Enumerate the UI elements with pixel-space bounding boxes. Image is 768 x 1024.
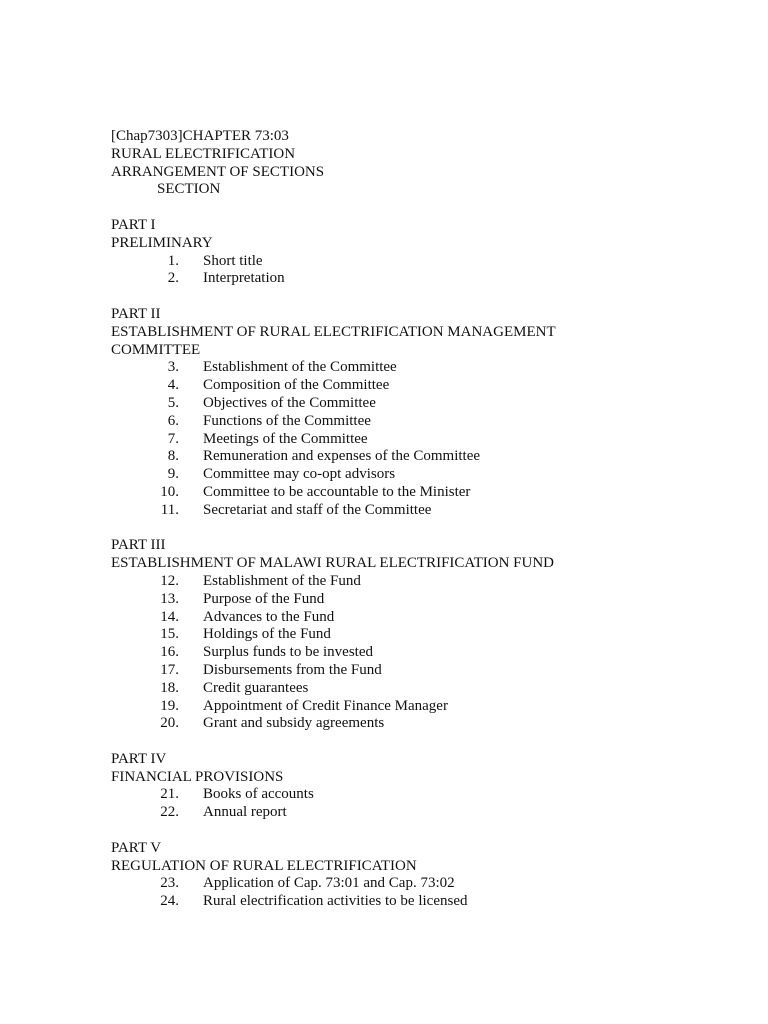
section-number: 21. [160,786,179,803]
section-title: Appointment of Credit Finance Manager [203,697,448,714]
section-number: 9. [167,466,179,483]
section-number: 17. [160,661,179,678]
section-number: 4. [167,377,179,394]
part-heading: REGULATION OF RURAL ELECTRIFICATION [111,857,417,874]
section-title: Rural electrification activities to be licensed [203,893,468,910]
arrangement-heading: ARRANGEMENT OF SECTIONS [111,163,325,180]
part-block [111,217,731,288]
part-label: PART IV [111,750,167,767]
section-title: Meetings of the Committee [203,430,368,447]
part-label: PART I [111,216,156,233]
part-heading: ESTABLISHMENT OF MALAWI RURAL ELECTRIFICATION FUND [111,555,555,572]
section-number: 20. [160,715,179,732]
section-entry [111,431,731,449]
section-title: Grant and subsidy agreements [203,715,385,732]
section-number: 24. [160,893,179,910]
section-entry [111,644,731,662]
section-entry [111,609,731,627]
part-label: PART V [111,839,162,856]
section-entry [111,359,731,377]
section-number: 8. [167,448,179,465]
act-title: RURAL ELECTRIFICATION [111,145,296,162]
section-number: 23. [160,875,179,892]
section-entry [111,662,731,680]
section-title: Credit guarantees [203,679,309,696]
section-title: Committee may co-opt advisors [203,466,396,483]
section-entry [111,270,731,288]
section-number: 16. [160,644,179,661]
section-number: 10. [160,483,179,500]
part-heading: ESTABLISHMENT OF RURAL ELECTRIFICATION MANAGEMENT [111,323,556,340]
section-title: Books of accounts [203,786,314,803]
section-title: Objectives of the Committee [203,394,376,411]
section-title: Secretariat and staff of the Committee [203,501,432,518]
section-number: 1. [167,252,179,269]
section-entry [111,804,731,822]
parts-list [111,217,731,911]
section-number: 11. [160,501,179,518]
section-column-label: SECTION [157,181,221,198]
section-number: 15. [160,626,179,643]
part-label: PART II [111,305,161,322]
part-block [111,306,731,520]
section-title: Functions of the Committee [203,412,371,429]
part-label: PART III [111,537,166,554]
section-number: 18. [160,679,179,696]
part-heading: FINANCIAL PROVISIONS [111,768,284,785]
section-title: Composition of the Committee [203,377,390,394]
arrangement-of-sections [111,128,731,911]
section-entry [111,253,731,271]
section-title: Advances to the Fund [203,608,335,625]
section-title: Short title [203,252,263,269]
section-number: 6. [167,412,179,429]
part-block [111,537,731,733]
section-number: 2. [167,270,179,287]
section-title: Surplus funds to be invested [203,644,373,661]
section-number: 13. [160,590,179,607]
section-entry [111,484,731,502]
part-block [111,751,731,822]
section-entry [111,502,731,520]
section-title: Application of Cap. 73:01 and Cap. 73:02 [203,875,455,892]
section-title: Establishment of the Fund [203,572,361,589]
section-title: Purpose of the Fund [203,590,325,607]
chapter-reference: [Chap7303]CHAPTER 73:03 [111,128,289,144]
section-entry [111,448,731,466]
section-title: Holdings of the Fund [203,626,331,643]
section-entry [111,875,731,893]
section-number: 12. [160,572,179,589]
section-title: Annual report [203,804,287,821]
section-title: Committee to be accountable to the Minister [203,483,471,500]
section-entry [111,680,731,698]
section-number: 14. [160,608,179,625]
section-title: Disbursements from the Fund [203,661,382,678]
section-title: Remuneration and expenses of the Committee [203,448,481,465]
section-number: 19. [160,697,179,714]
section-number: 7. [167,430,179,447]
part-heading: PRELIMINARY [111,234,213,251]
section-entry [111,786,731,804]
section-entry [111,715,731,733]
part-heading: COMMITTEE [111,341,201,358]
section-number: 5. [167,394,179,411]
section-entry [111,573,731,591]
section-entry [111,395,731,413]
section-entry [111,893,731,911]
section-entry [111,698,731,716]
section-entry [111,413,731,431]
section-entry [111,626,731,644]
section-number: 3. [167,359,179,376]
section-title: Interpretation [203,270,285,287]
section-entry [111,466,731,484]
section-number: 22. [160,804,179,821]
section-entry [111,377,731,395]
part-block [111,840,731,911]
section-title: Establishment of the Committee [203,359,397,376]
section-entry [111,591,731,609]
